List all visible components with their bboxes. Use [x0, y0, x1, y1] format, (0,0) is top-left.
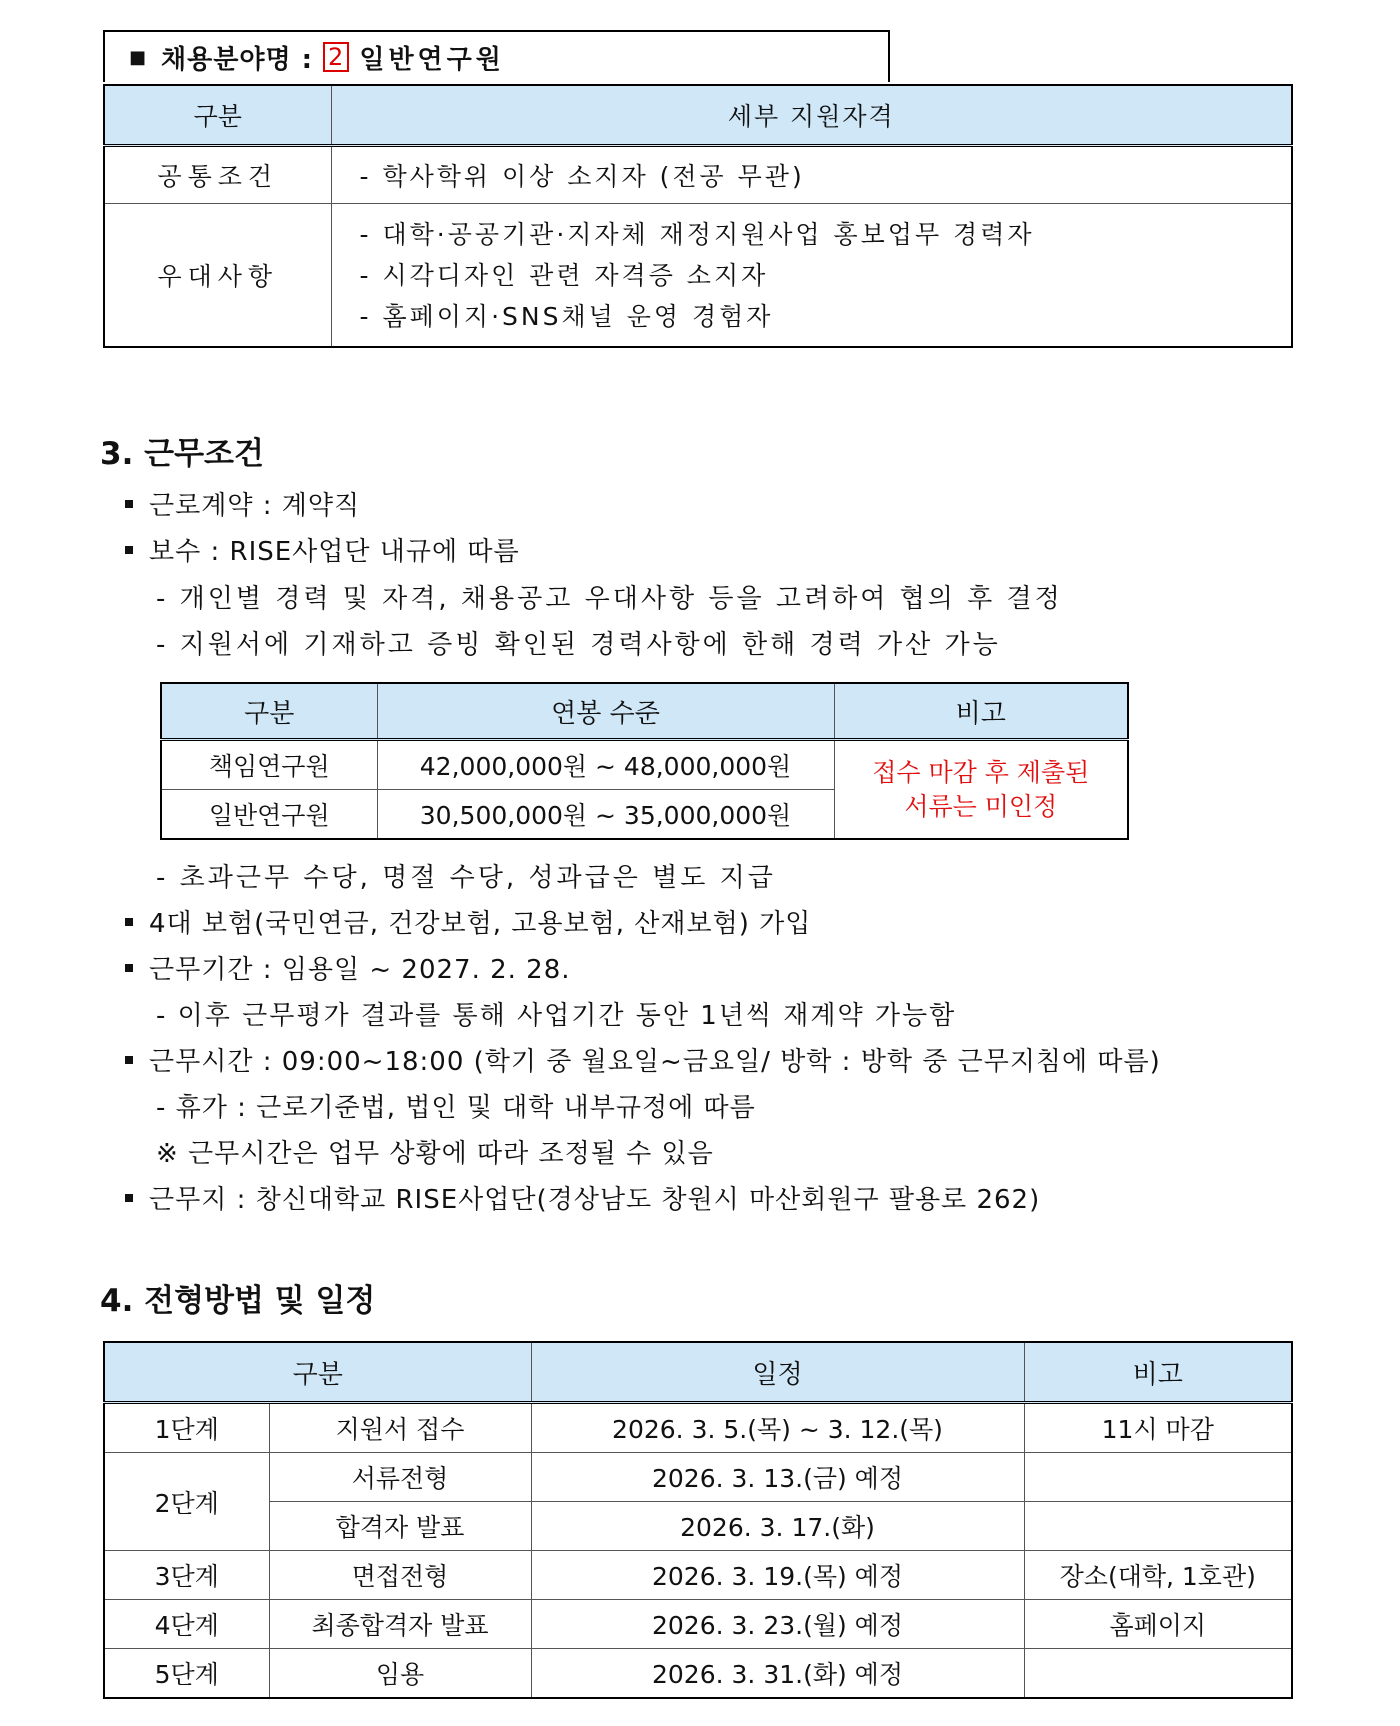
section3-title: 3. 근무조건 [100, 436, 264, 472]
table-row [104, 1551, 1292, 1600]
salary-range: 30,500,000원 ~ 35,000,000원 [377, 790, 834, 840]
salary-note [834, 740, 1128, 840]
table-row [104, 1403, 1292, 1453]
allowance-line: - 초과근무 수당, 명절 수당, 성과급은 별도 지급 [156, 863, 776, 893]
bullet-icon: ■ [129, 46, 148, 68]
note-cell: 홈페이지 [1024, 1600, 1292, 1649]
bullet-icon [125, 546, 133, 554]
salary-table [160, 682, 1129, 840]
table-row [104, 1600, 1292, 1649]
salary-role: 책임연구원 [161, 740, 377, 790]
date-cell: 2026. 3. 31.(화) 예정 [531, 1649, 1024, 1699]
contract-line: 근로계약 : 계약직 [125, 485, 360, 522]
date-cell: 2026. 3. 5.(목) ~ 3. 12.(목) [531, 1403, 1024, 1453]
place-line: 근무지 : 창신대학교 RISE사업단(경상남도 창원시 마산회원구 팔용로 262) [125, 1179, 1040, 1216]
salary-role: 일반연구원 [161, 790, 377, 840]
schedule-header-category: 구분 [104, 1342, 531, 1403]
pay-sub-1: - 개인별 경력 및 자격, 채용공고 우대사항 등을 고려하여 협의 후 결정 [156, 584, 1063, 614]
pay-line: 보수 : RISE사업단 내규에 따름 [125, 531, 520, 568]
qualification-table [103, 84, 1293, 348]
qual-header-category: 구분 [104, 85, 331, 146]
insurance-line: 4대 보험(국민연금, 건강보험, 고용보험, 산재보험) 가입 [125, 903, 811, 940]
pref-label: 우대사항 [104, 204, 331, 348]
qual-header-detail: 세부 지원자격 [331, 85, 1292, 146]
pref-items [331, 204, 1292, 348]
date-cell: 2026. 3. 17.(화) [531, 1502, 1024, 1551]
note-cell [1024, 1502, 1292, 1551]
table-row [104, 1453, 1292, 1502]
field-label: 채용분야명 : [161, 44, 314, 75]
hours-note: ※ 근무시간은 업무 상황에 따라 조정될 수 있음 [156, 1139, 714, 1169]
stage-cell: 2단계 [104, 1453, 269, 1551]
period-line: 근무기간 : 임용일 ~ 2027. 2. 28. [125, 949, 571, 986]
step-cell: 면접전형 [269, 1551, 531, 1600]
schedule-table [103, 1341, 1293, 1699]
salary-header-note: 비고 [834, 683, 1128, 740]
bullet-icon [125, 964, 133, 972]
stage-cell: 5단계 [104, 1649, 269, 1699]
step-cell: 지원서 접수 [269, 1403, 531, 1453]
salary-range: 42,000,000원 ~ 48,000,000원 [377, 740, 834, 790]
pref-item: - 대학·공공기관·지자체 재정지원사업 홍보업무 경력자 [359, 219, 1035, 249]
step-cell: 서류전형 [269, 1453, 531, 1502]
salary-header-level: 연봉 수준 [377, 683, 834, 740]
note-cell [1024, 1649, 1292, 1699]
bullet-icon [125, 918, 133, 926]
recruit-field-header [103, 30, 890, 82]
stage-cell: 1단계 [104, 1403, 269, 1453]
bullet-icon [125, 1056, 133, 1064]
section4-title: 4. 전형방법 및 일정 [100, 1283, 376, 1319]
date-cell: 2026. 3. 23.(월) 예정 [531, 1600, 1024, 1649]
bullet-icon [125, 1194, 133, 1202]
date-cell: 2026. 3. 13.(금) 예정 [531, 1453, 1024, 1502]
pref-item: - 시각디자인 관련 자격증 소지자 [359, 260, 769, 290]
pref-item: - 홈페이지·SNS채널 운영 경험자 [359, 301, 774, 331]
table-row [104, 1502, 1292, 1551]
schedule-header-date: 일정 [531, 1342, 1024, 1403]
pay-sub-2: - 지원서에 기재하고 증빙 확인된 경력사항에 한해 경력 가산 가능 [156, 630, 1001, 660]
schedule-header-note: 비고 [1024, 1342, 1292, 1403]
field-number: 2 [323, 42, 349, 72]
step-cell: 합격자 발표 [269, 1502, 531, 1551]
stage-cell: 4단계 [104, 1600, 269, 1649]
hours-line: 근무시간 : 09:00~18:00 (학기 중 월요일~금요일/ 방학 : 방학 중 근무지침에 따름) [125, 1041, 1161, 1078]
period-sub: - 이후 근무평가 결과를 통해 사업기간 동안 1년씩 재계약 가능함 [156, 1001, 957, 1031]
leave-line: - 휴가 : 근로기준법, 법인 및 대학 내부규정에 따름 [156, 1093, 756, 1123]
table-row [104, 1649, 1292, 1699]
salary-header-category: 구분 [161, 683, 377, 740]
field-name: 일반연구원 [359, 44, 505, 75]
common-label: 공통조건 [104, 146, 331, 204]
date-cell: 2026. 3. 19.(목) 예정 [531, 1551, 1024, 1600]
step-cell: 최종합격자 발표 [269, 1600, 531, 1649]
salary-note-line: 서류는 미인정 [904, 791, 1058, 821]
common-item: - 학사학위 이상 소지자 (전공 무관) [331, 146, 1292, 204]
note-cell [1024, 1453, 1292, 1502]
salary-note-line: 접수 마감 후 제출된 [872, 757, 1090, 787]
note-cell: 장소(대학, 1호관) [1024, 1551, 1292, 1600]
stage-cell: 3단계 [104, 1551, 269, 1600]
bullet-icon [125, 500, 133, 508]
step-cell: 임용 [269, 1649, 531, 1699]
note-cell: 11시 마감 [1024, 1403, 1292, 1453]
